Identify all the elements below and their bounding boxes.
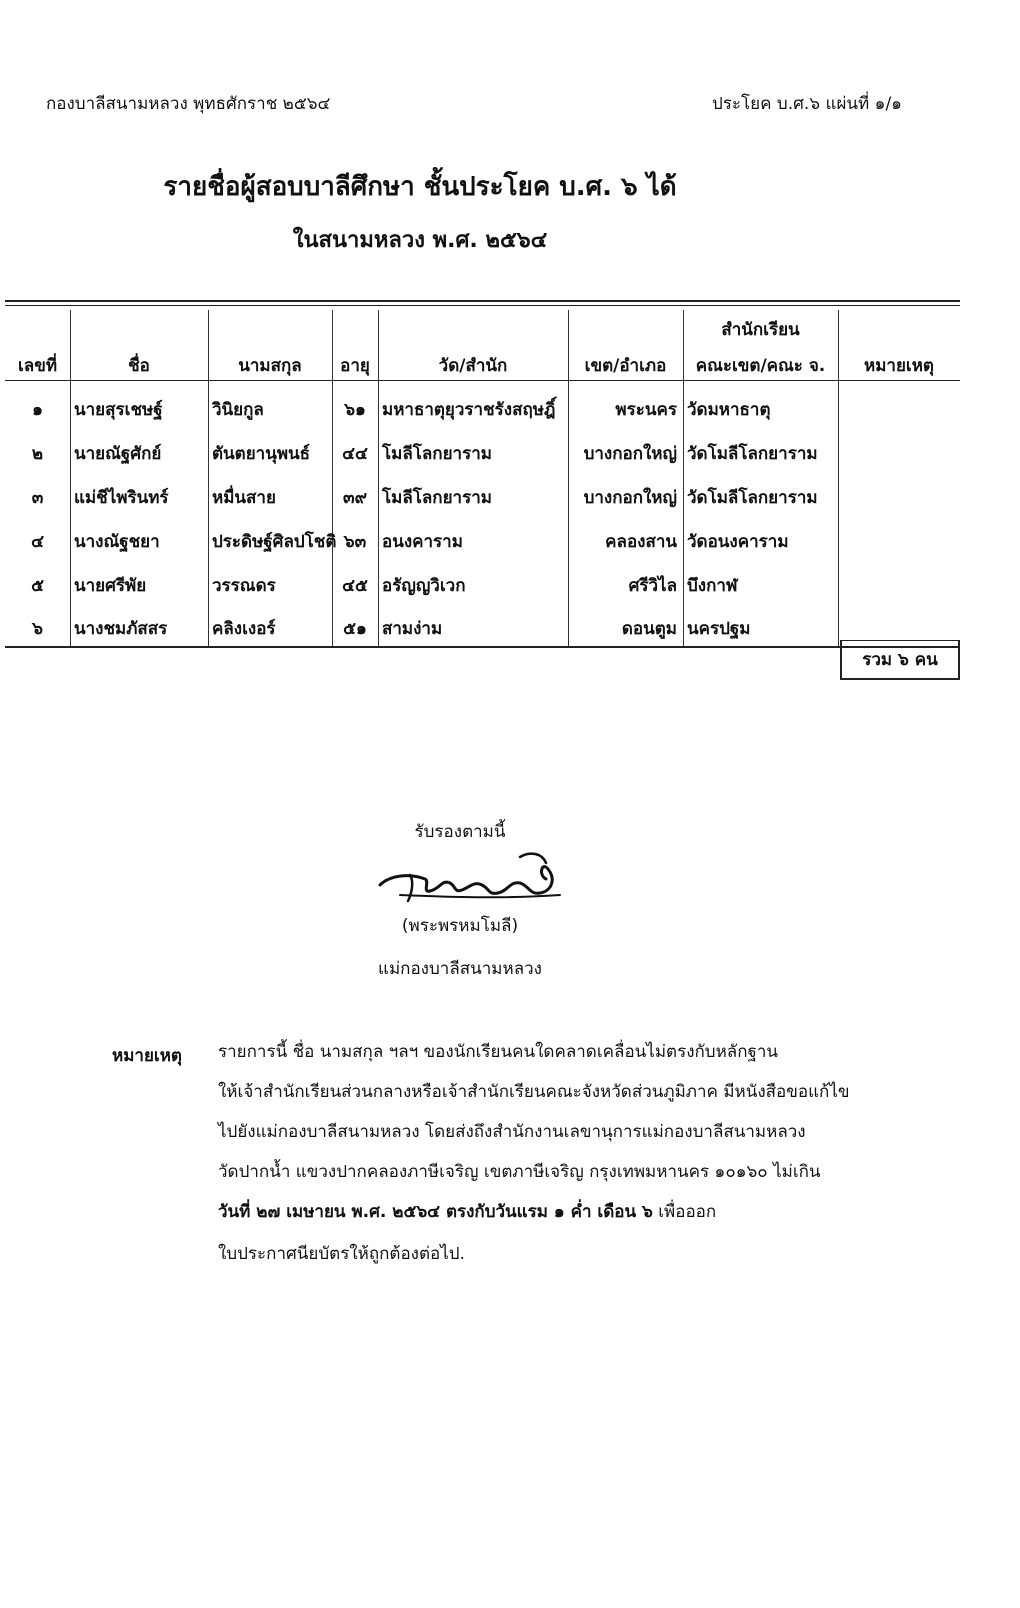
- document-subtitle: ในสนามหลวง พ.ศ. ๒๕๖๔: [292, 228, 548, 253]
- row-4-name: นางณัฐชยา: [74, 532, 160, 552]
- row-3-district: บางกอกใหญ่: [583, 488, 677, 508]
- col-header-name: ชื่อ: [128, 356, 150, 376]
- col-header-district: เขต/อำเภอ: [584, 356, 667, 376]
- signature-image: [370, 845, 570, 915]
- col-header-no: เลขที่: [17, 356, 58, 376]
- row-5-name: นายศรีพัย: [74, 576, 147, 596]
- col-header-age: อายุ: [340, 356, 370, 376]
- row-5-no: ๕: [31, 576, 44, 596]
- row-2-school: วัดโมลีโลกยาราม: [687, 444, 818, 464]
- row-4-surname: ประดิษฐ์ศิลปโชติ: [212, 532, 337, 552]
- row-3-no: ๓: [31, 488, 44, 508]
- row-5-temple: อรัญญวิเวก: [382, 576, 466, 596]
- note-label: หมายเหตุ: [112, 1046, 182, 1066]
- row-2-district: บางกอกใหญ่: [583, 444, 677, 464]
- note-deadline-rest: เพื่อออก: [652, 1202, 717, 1222]
- row-1-district: พระนคร: [615, 400, 677, 420]
- row-2-temple: โมลีโลกยาราม: [382, 444, 492, 464]
- table-bottom-rule: [5, 646, 960, 648]
- row-1-name: นายสุรเชษฐ์: [74, 400, 163, 420]
- note-line-5: [218, 1198, 716, 1225]
- row-4-no: ๔: [31, 532, 44, 552]
- row-1-age: ๖๑: [344, 400, 366, 420]
- row-1-surname: วินิยกูล: [212, 400, 264, 420]
- signer-position: แม่กองบาลีสนามหลวง: [378, 959, 542, 979]
- row-6-temple: สามง่าม: [382, 619, 443, 639]
- row-1-no: ๑: [32, 400, 43, 420]
- row-2-surname: ตันตยานุพนธ์: [212, 444, 311, 464]
- row-4-district: คลองสาน: [605, 532, 677, 552]
- row-1-school: วัดมหาธาตุ: [687, 400, 771, 420]
- row-5-district: ศรีวิไล: [628, 576, 677, 596]
- row-5-age: ๔๕: [342, 576, 368, 596]
- row-3-age: ๓๙: [342, 488, 368, 508]
- row-6-no: ๖: [32, 619, 43, 639]
- header-right: ประโยค บ.ศ.๖ แผ่นที่ ๑/๑: [712, 94, 902, 114]
- row-3-name: แม่ชีไพรินทร์: [74, 488, 169, 508]
- col-header-school-line1: สำนักเรียน: [721, 320, 800, 340]
- table-top-rule-inner: [5, 305, 960, 306]
- table-header-rule: [5, 380, 960, 381]
- row-4-school: วัดอนงคาราม: [687, 532, 789, 552]
- table-top-rule: [5, 300, 960, 302]
- total-count-box: รวม ๖ คน: [840, 640, 960, 680]
- col-header-remark: หมายเหตุ: [864, 356, 934, 376]
- row-2-name: นายณัฐศักย์: [74, 444, 162, 464]
- note-line-4: วัดปากน้ำ แขวงปากคลองภาษีเจริญ เขตภาษีเจริญ กรุงเทพมหานคร ๑๐๑๖๐ ไม่เกิน: [218, 1162, 821, 1182]
- row-3-temple: โมลีโลกยาราม: [382, 488, 492, 508]
- row-4-age: ๖๓: [343, 532, 367, 552]
- col-header-temple: วัด/สำนัก: [438, 356, 508, 376]
- document-title: รายชื่อผู้สอบบาลีศึกษา ชั้นประโยค บ.ศ. ๖ ได้: [163, 172, 677, 202]
- row-6-district: ดอนตูม: [621, 619, 677, 639]
- row-2-age: ๔๔: [342, 444, 368, 464]
- row-3-surname: หมื่นสาย: [212, 488, 276, 508]
- row-2-no: ๒: [31, 444, 44, 464]
- row-6-age: ๕๑: [343, 619, 367, 639]
- row-6-name: นางชมภัสสร: [74, 619, 168, 639]
- signer-name: (พระพรหมโมลี): [401, 916, 519, 936]
- note-line-2: ให้เจ้าสำนักเรียนส่วนกลางหรือเจ้าสำนักเรียนคณะจังหวัดส่วนภูมิภาค มีหนังสือขอแก้ไข: [218, 1082, 850, 1102]
- results-table: [5, 300, 960, 648]
- row-6-school: นครปฐม: [687, 619, 751, 639]
- row-1-temple: มหาธาตุยุวราชรังสฤษฎิ์: [382, 400, 556, 420]
- col-header-school-line2: คณะเขต/คณะ จ.: [695, 356, 826, 376]
- header-left: กองบาลีสนามหลวง พุทธศักราช ๒๕๖๔: [46, 94, 331, 114]
- note-deadline: วันที่ ๒๗ เมษายน พ.ศ. ๒๕๖๔ ตรงกับวันแรม ๑ ค่ำ เดือน ๖: [218, 1202, 653, 1222]
- note-line-1: รายการนี้ ชื่อ นามสกุล ฯลฯ ของนักเรียนคนใดคลาดเคลื่อนไม่ตรงกับหลักฐาน: [218, 1042, 779, 1062]
- col-header-surname: นามสกุล: [238, 356, 302, 376]
- row-6-surname: คลิงเงอร์: [212, 619, 276, 639]
- row-5-surname: วรรณดร: [212, 576, 276, 596]
- note-line-3: ไปยังแม่กองบาลีสนามหลวง โดยส่งถึงสำนักงานเลขานุการแม่กองบาลีสนามหลวง: [218, 1122, 806, 1142]
- row-5-school: บึงกาฬ: [687, 576, 738, 596]
- row-4-temple: อนงคาราม: [382, 532, 463, 552]
- certify-text: รับรองตามนี้: [414, 822, 506, 842]
- row-3-school: วัดโมลีโลกยาราม: [687, 488, 818, 508]
- note-line-6: ใบประกาศนียบัตรให้ถูกต้องต่อไป.: [218, 1244, 465, 1264]
